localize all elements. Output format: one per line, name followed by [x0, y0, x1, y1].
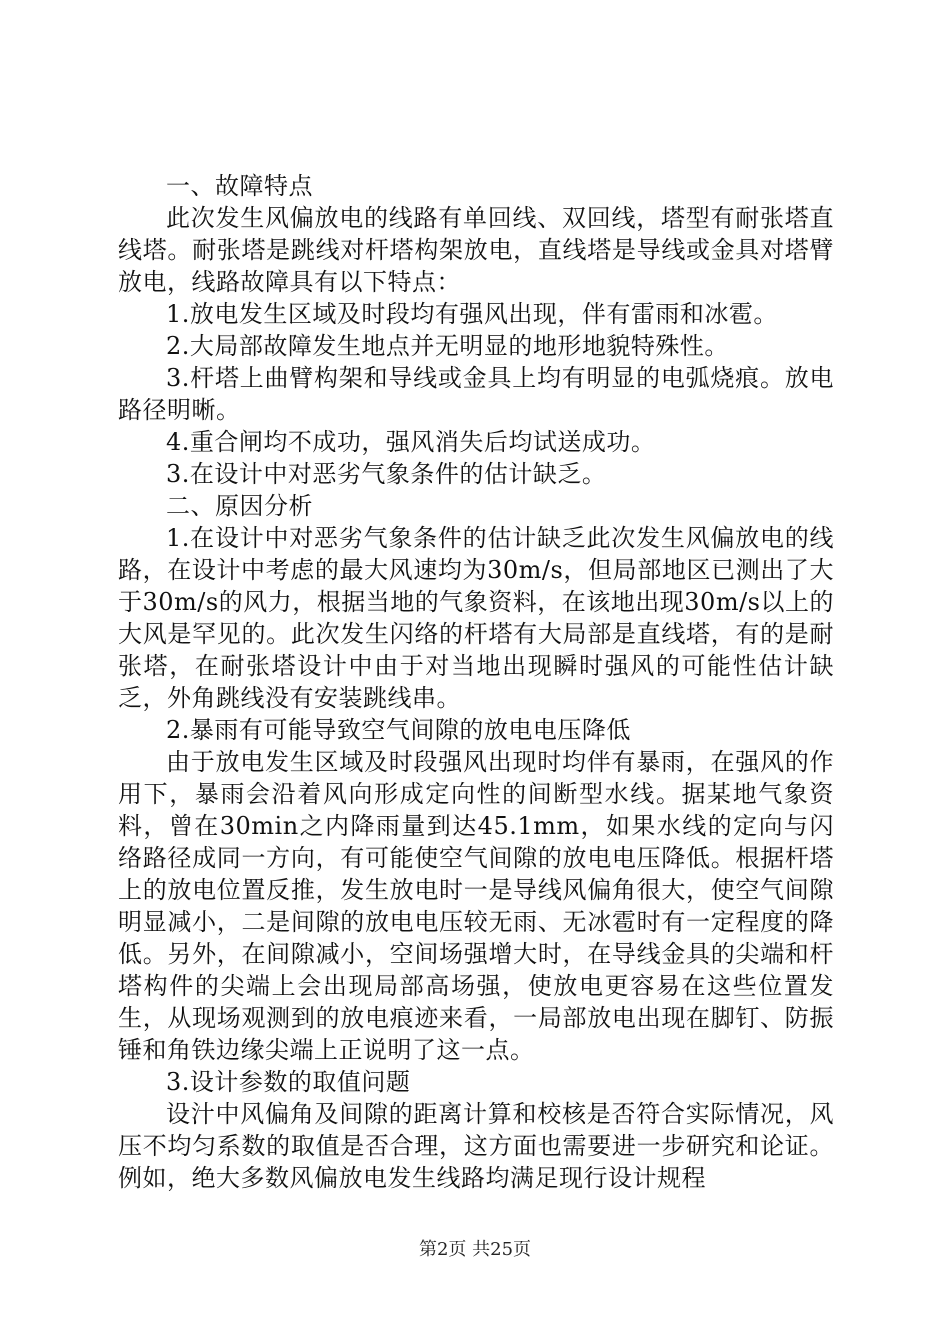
paragraph: 设汁中风偏角及间隙的距离计算和校核是否符合实际情况，风压不均匀系数的取值是否合理，这方面也需要进一步研究和论证。例如，绝大多数风偏放电发生线路均满足现行设计规程 — [118, 1100, 834, 1192]
paragraph: 此次发生风偏放电的线路有单回线、双回线，塔型有耐张塔直线塔。耐张塔是跳线对杆塔构架放电，直线塔是导线或金具对塔臂放电，线路故障具有以下特点： — [118, 204, 834, 296]
document-body — [118, 170, 834, 1194]
paragraph: 由于放电发生区域及时段强风出现时均伴有暴雨，在强风的作用下，暴雨会沿着风向形成定向性的间断型水线。据某地气象资料，曾在30min之内降雨量到达45.1mm，如果水线的定向与闪络路径成同一方向，有可能使空气间隙的放电电压降低。根据杆塔上的放电位置反推，发生放电时一是导线风偏角很大，使空气间隙明显减小，二是间隙的放电电压较无雨、无冰雹时有一定程度的降低。另外，在间隙减小，空间场强增大时，在导线金具的尖端和杆塔构件的尖端上会出现局部高场强，使放电更容易在这些位置发生，从现场观测到的放电痕迹来看，一局部放电出现在脚钉、防振锤和角铁边缘尖端上正说明了这一点。 — [118, 748, 834, 1064]
section-heading-fault-characteristics: 一、故障特点 — [166, 172, 313, 200]
list-item: 2.大局部故障发生地点并无明显的地形地貌特殊性。 — [166, 332, 729, 360]
list-item: 4.重合闸均不成功，强风消失后均试送成功。 — [166, 428, 656, 456]
section-heading-cause-analysis: 二、原因分析 — [166, 492, 313, 520]
paragraph: 1.在设计中对恶劣气象条件的估计缺乏此次发生风偏放电的线路，在设计中考虑的最大风速均为30m/s，但局部地区已测出了大于30m/s的风力，根据当地的气象资料，在该地出现30m/s以上的大风是罕见的。此次发生闪络的杆塔有大局部是直线塔，有的是耐张塔，在耐张塔设计中由于对当地出现瞬时强风的可能性估计缺乏，外角跳线没有安装跳线串。 — [118, 524, 834, 712]
page-number: 第2页 共25页 — [418, 1239, 532, 1260]
list-item: 3.杆塔上曲臂构架和导线或金具上均有明显的电弧烧痕。放电路径明晰。 — [118, 364, 834, 424]
subheading: 2.暴雨有可能导致空气间隙的放电电压降低 — [166, 716, 631, 744]
list-item: 1.放电发生区域及时段均有强风出现，伴有雷雨和冰雹。 — [166, 300, 778, 328]
list-item: 3.在设计中对恶劣气象条件的估计缺乏。 — [166, 460, 607, 488]
subheading: 3.设计参数的取值问题 — [166, 1068, 411, 1096]
